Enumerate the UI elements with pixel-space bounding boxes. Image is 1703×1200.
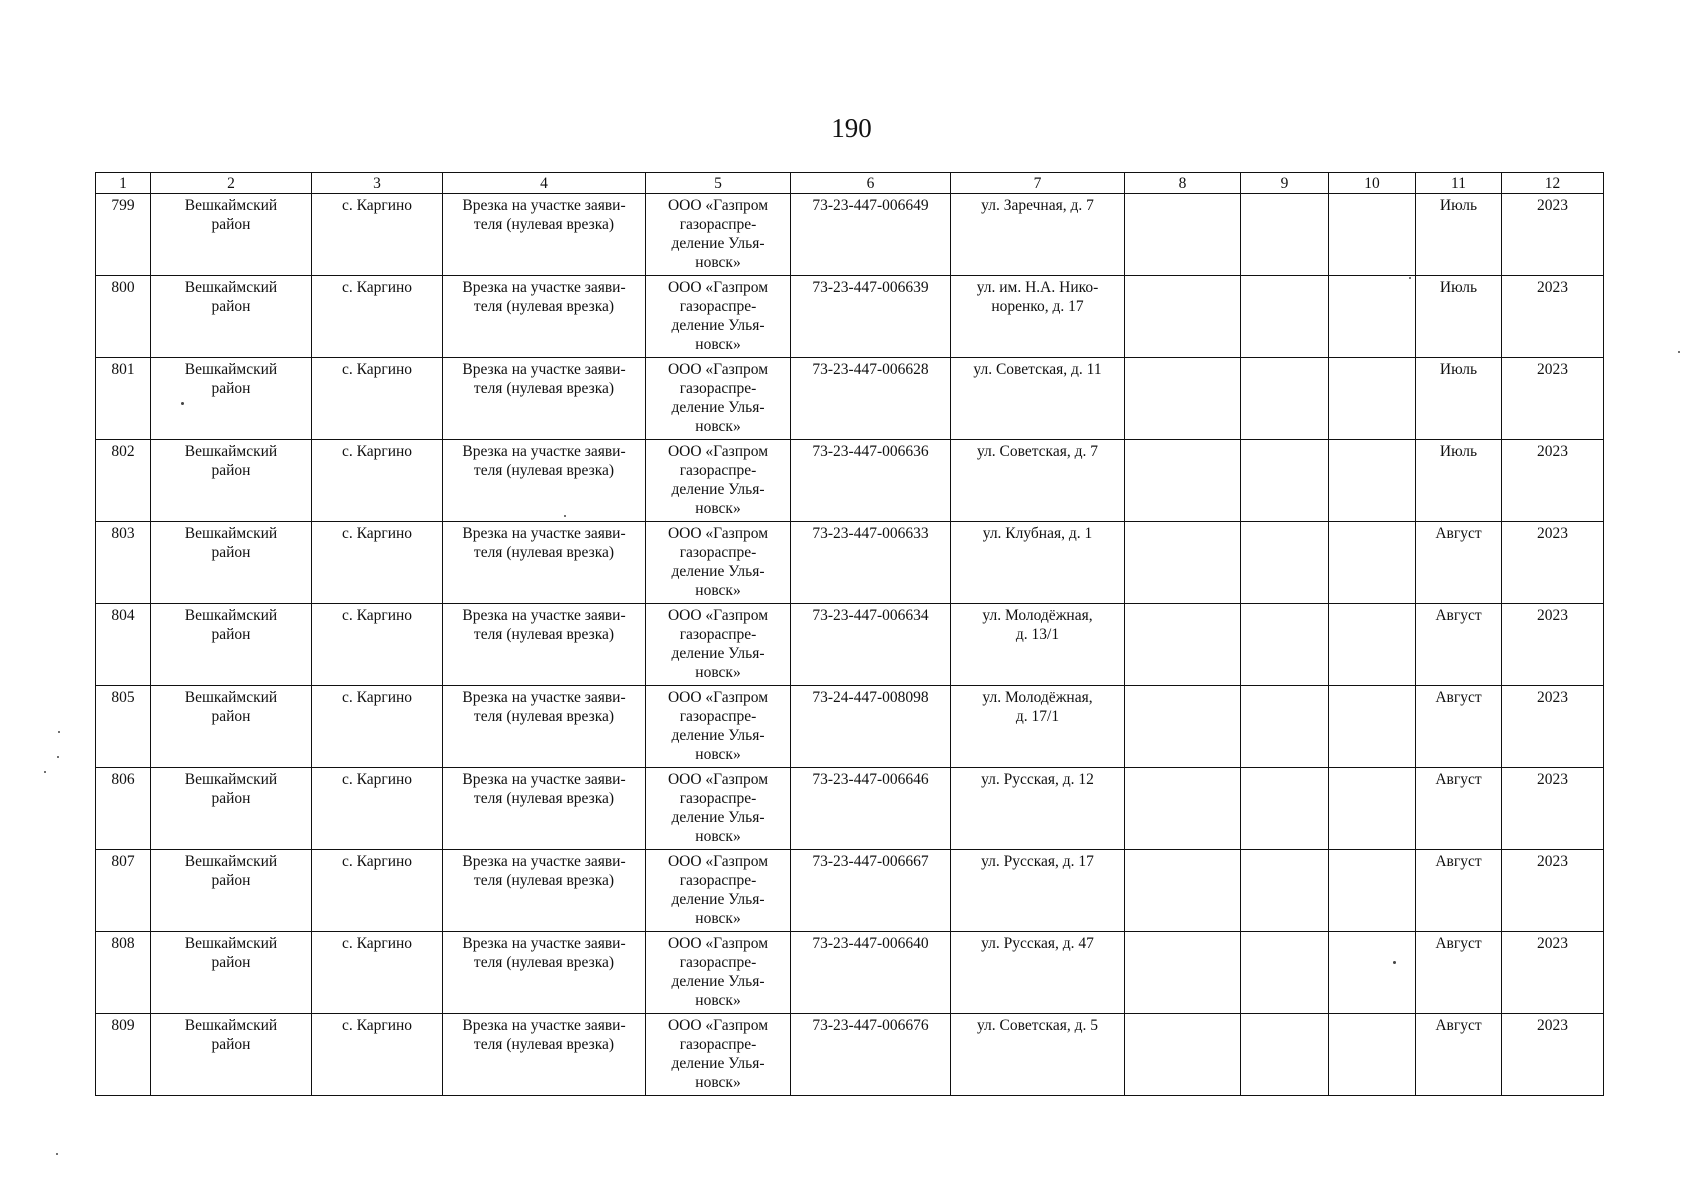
work-type-cell: Врезка на участке заяви- теля (нулевая врезка) [443, 604, 646, 686]
address-cell: ул. Русская, д. 12 [951, 768, 1125, 850]
address-cell: ул. Советская, д. 7 [951, 440, 1125, 522]
row-number-cell: 802 [96, 440, 151, 522]
object-code-cell: 73-24-447-008098 [791, 686, 951, 768]
scan-speck [564, 515, 566, 517]
object-code-cell: 73-23-447-006628 [791, 358, 951, 440]
month-cell: Июль [1416, 276, 1502, 358]
empty-cell-9 [1241, 1014, 1329, 1096]
empty-cell-9 [1241, 276, 1329, 358]
locality-cell: с. Каргино [312, 358, 443, 440]
year-cell: 2023 [1502, 440, 1604, 522]
empty-cell-8 [1125, 194, 1241, 276]
work-type-cell: Врезка на участке заяви- теля (нулевая врезка) [443, 440, 646, 522]
table-row [96, 768, 1604, 850]
column-header: 6 [791, 173, 951, 194]
table-row [96, 850, 1604, 932]
empty-cell-10 [1329, 932, 1416, 1014]
address-cell: ул. Клубная, д. 1 [951, 522, 1125, 604]
object-code-cell: 73-23-447-006633 [791, 522, 951, 604]
organization-cell: ООО «Газпром газораспре- деление Улья- новск» [646, 768, 791, 850]
row-number-cell: 799 [96, 194, 151, 276]
month-cell: Август [1416, 522, 1502, 604]
year-cell: 2023 [1502, 604, 1604, 686]
year-cell: 2023 [1502, 194, 1604, 276]
column-header: 12 [1502, 173, 1604, 194]
row-number-cell: 803 [96, 522, 151, 604]
row-number-cell: 808 [96, 932, 151, 1014]
district-cell: Вешкаймский район [151, 932, 312, 1014]
scan-speck [56, 1153, 58, 1155]
empty-cell-8 [1125, 440, 1241, 522]
organization-cell: ООО «Газпром газораспре- деление Улья- новск» [646, 604, 791, 686]
scan-speck [1393, 961, 1396, 964]
empty-cell-10 [1329, 1014, 1416, 1096]
district-cell: Вешкаймский район [151, 768, 312, 850]
empty-cell-10 [1329, 358, 1416, 440]
district-cell: Вешкаймский район [151, 194, 312, 276]
address-cell: ул. Советская, д. 11 [951, 358, 1125, 440]
locality-cell: с. Каргино [312, 522, 443, 604]
work-type-cell: Врезка на участке заяви- теля (нулевая врезка) [443, 276, 646, 358]
district-cell: Вешкаймский район [151, 850, 312, 932]
column-header: 8 [1125, 173, 1241, 194]
organization-cell: ООО «Газпром газораспре- деление Улья- новск» [646, 932, 791, 1014]
locality-cell: с. Каргино [312, 932, 443, 1014]
work-type-cell: Врезка на участке заяви- теля (нулевая врезка) [443, 850, 646, 932]
scan-speck [1409, 277, 1411, 279]
work-type-cell: Врезка на участке заяви- теля (нулевая врезка) [443, 932, 646, 1014]
year-cell: 2023 [1502, 850, 1604, 932]
organization-cell: ООО «Газпром газораспре- деление Улья- новск» [646, 522, 791, 604]
object-code-cell: 73-23-447-006676 [791, 1014, 951, 1096]
work-type-cell: Врезка на участке заяви- теля (нулевая врезка) [443, 522, 646, 604]
object-code-cell: 73-23-447-006649 [791, 194, 951, 276]
table-row [96, 358, 1604, 440]
year-cell: 2023 [1502, 358, 1604, 440]
row-number-cell: 800 [96, 276, 151, 358]
scan-speck [58, 731, 60, 733]
locality-cell: с. Каргино [312, 768, 443, 850]
empty-cell-8 [1125, 932, 1241, 1014]
work-type-cell: Врезка на участке заяви- теля (нулевая врезка) [443, 194, 646, 276]
year-cell: 2023 [1502, 768, 1604, 850]
work-type-cell: Врезка на участке заяви- теля (нулевая врезка) [443, 686, 646, 768]
empty-cell-9 [1241, 522, 1329, 604]
year-cell: 2023 [1502, 686, 1604, 768]
year-cell: 2023 [1502, 1014, 1604, 1096]
empty-cell-8 [1125, 850, 1241, 932]
work-type-cell: Врезка на участке заяви- теля (нулевая врезка) [443, 358, 646, 440]
table-row [96, 440, 1604, 522]
year-cell: 2023 [1502, 522, 1604, 604]
month-cell: Август [1416, 604, 1502, 686]
table-row [96, 604, 1604, 686]
district-cell: Вешкаймский район [151, 604, 312, 686]
month-cell: Июль [1416, 358, 1502, 440]
empty-cell-9 [1241, 358, 1329, 440]
address-cell: ул. им. Н.А. Нико- норенко, д. 17 [951, 276, 1125, 358]
locality-cell: с. Каргино [312, 850, 443, 932]
empty-cell-9 [1241, 932, 1329, 1014]
table-row [96, 522, 1604, 604]
column-header: 4 [443, 173, 646, 194]
district-cell: Вешкаймский район [151, 686, 312, 768]
locality-cell: с. Каргино [312, 194, 443, 276]
locality-cell: с. Каргино [312, 1014, 443, 1096]
year-cell: 2023 [1502, 932, 1604, 1014]
empty-cell-9 [1241, 194, 1329, 276]
column-header: 5 [646, 173, 791, 194]
district-cell: Вешкаймский район [151, 1014, 312, 1096]
column-header: 1 [96, 173, 151, 194]
empty-cell-10 [1329, 522, 1416, 604]
locality-cell: с. Каргино [312, 686, 443, 768]
scan-speck [44, 771, 46, 773]
row-number-cell: 801 [96, 358, 151, 440]
object-code-cell: 73-23-447-006636 [791, 440, 951, 522]
work-type-cell: Врезка на участке заяви- теля (нулевая врезка) [443, 1014, 646, 1096]
month-cell: Июль [1416, 194, 1502, 276]
locality-cell: с. Каргино [312, 604, 443, 686]
object-code-cell: 73-23-447-006667 [791, 850, 951, 932]
table-body [96, 194, 1604, 1096]
table-row [96, 932, 1604, 1014]
district-cell: Вешкаймский район [151, 440, 312, 522]
address-cell: ул. Русская, д. 47 [951, 932, 1125, 1014]
empty-cell-8 [1125, 604, 1241, 686]
locality-cell: с. Каргино [312, 276, 443, 358]
column-header: 3 [312, 173, 443, 194]
empty-cell-10 [1329, 276, 1416, 358]
empty-cell-8 [1125, 276, 1241, 358]
year-cell: 2023 [1502, 276, 1604, 358]
organization-cell: ООО «Газпром газораспре- деление Улья- новск» [646, 1014, 791, 1096]
table-row [96, 1014, 1604, 1096]
empty-cell-10 [1329, 686, 1416, 768]
empty-cell-8 [1125, 768, 1241, 850]
empty-cell-8 [1125, 358, 1241, 440]
organization-cell: ООО «Газпром газораспре- деление Улья- новск» [646, 194, 791, 276]
column-header: 10 [1329, 173, 1416, 194]
organization-cell: ООО «Газпром газораспре- деление Улья- новск» [646, 440, 791, 522]
organization-cell: ООО «Газпром газораспре- деление Улья- новск» [646, 276, 791, 358]
scan-speck [57, 756, 59, 758]
column-header: 7 [951, 173, 1125, 194]
column-header: 11 [1416, 173, 1502, 194]
object-code-cell: 73-23-447-006646 [791, 768, 951, 850]
empty-cell-8 [1125, 686, 1241, 768]
row-number-cell: 804 [96, 604, 151, 686]
address-cell: ул. Молодёжная, д. 13/1 [951, 604, 1125, 686]
organization-cell: ООО «Газпром газораспре- деление Улья- новск» [646, 686, 791, 768]
locality-cell: с. Каргино [312, 440, 443, 522]
address-cell: ул. Советская, д. 5 [951, 1014, 1125, 1096]
scan-speck [1678, 351, 1680, 353]
empty-cell-10 [1329, 850, 1416, 932]
empty-cell-10 [1329, 440, 1416, 522]
scan-speck [181, 402, 184, 405]
empty-cell-9 [1241, 604, 1329, 686]
month-cell: Июль [1416, 440, 1502, 522]
row-number-cell: 806 [96, 768, 151, 850]
table-row [96, 276, 1604, 358]
empty-cell-10 [1329, 194, 1416, 276]
column-header: 9 [1241, 173, 1329, 194]
address-cell: ул. Русская, д. 17 [951, 850, 1125, 932]
address-cell: ул. Молодёжная, д. 17/1 [951, 686, 1125, 768]
empty-cell-10 [1329, 768, 1416, 850]
column-number-row [96, 173, 1604, 194]
month-cell: Август [1416, 850, 1502, 932]
empty-cell-9 [1241, 850, 1329, 932]
empty-cell-10 [1329, 604, 1416, 686]
address-cell: ул. Заречная, д. 7 [951, 194, 1125, 276]
empty-cell-9 [1241, 440, 1329, 522]
month-cell: Август [1416, 932, 1502, 1014]
object-code-cell: 73-23-447-006640 [791, 932, 951, 1014]
row-number-cell: 805 [96, 686, 151, 768]
table-row [96, 194, 1604, 276]
empty-cell-9 [1241, 768, 1329, 850]
month-cell: Август [1416, 768, 1502, 850]
page-number: 190 [831, 113, 872, 143]
month-cell: Август [1416, 1014, 1502, 1096]
district-cell: Вешкаймский район [151, 522, 312, 604]
object-code-cell: 73-23-447-006639 [791, 276, 951, 358]
object-code-cell: 73-23-447-006634 [791, 604, 951, 686]
district-cell: Вешкаймский район [151, 358, 312, 440]
month-cell: Август [1416, 686, 1502, 768]
organization-cell: ООО «Газпром газораспре- деление Улья- новск» [646, 358, 791, 440]
work-type-cell: Врезка на участке заяви- теля (нулевая врезка) [443, 768, 646, 850]
column-header: 2 [151, 173, 312, 194]
row-number-cell: 809 [96, 1014, 151, 1096]
district-cell: Вешкаймский район [151, 276, 312, 358]
empty-cell-8 [1125, 522, 1241, 604]
row-number-cell: 807 [96, 850, 151, 932]
empty-cell-8 [1125, 1014, 1241, 1096]
table-row [96, 686, 1604, 768]
gas-connection-table [95, 172, 1604, 1096]
empty-cell-9 [1241, 686, 1329, 768]
organization-cell: ООО «Газпром газораспре- деление Улья- новск» [646, 850, 791, 932]
